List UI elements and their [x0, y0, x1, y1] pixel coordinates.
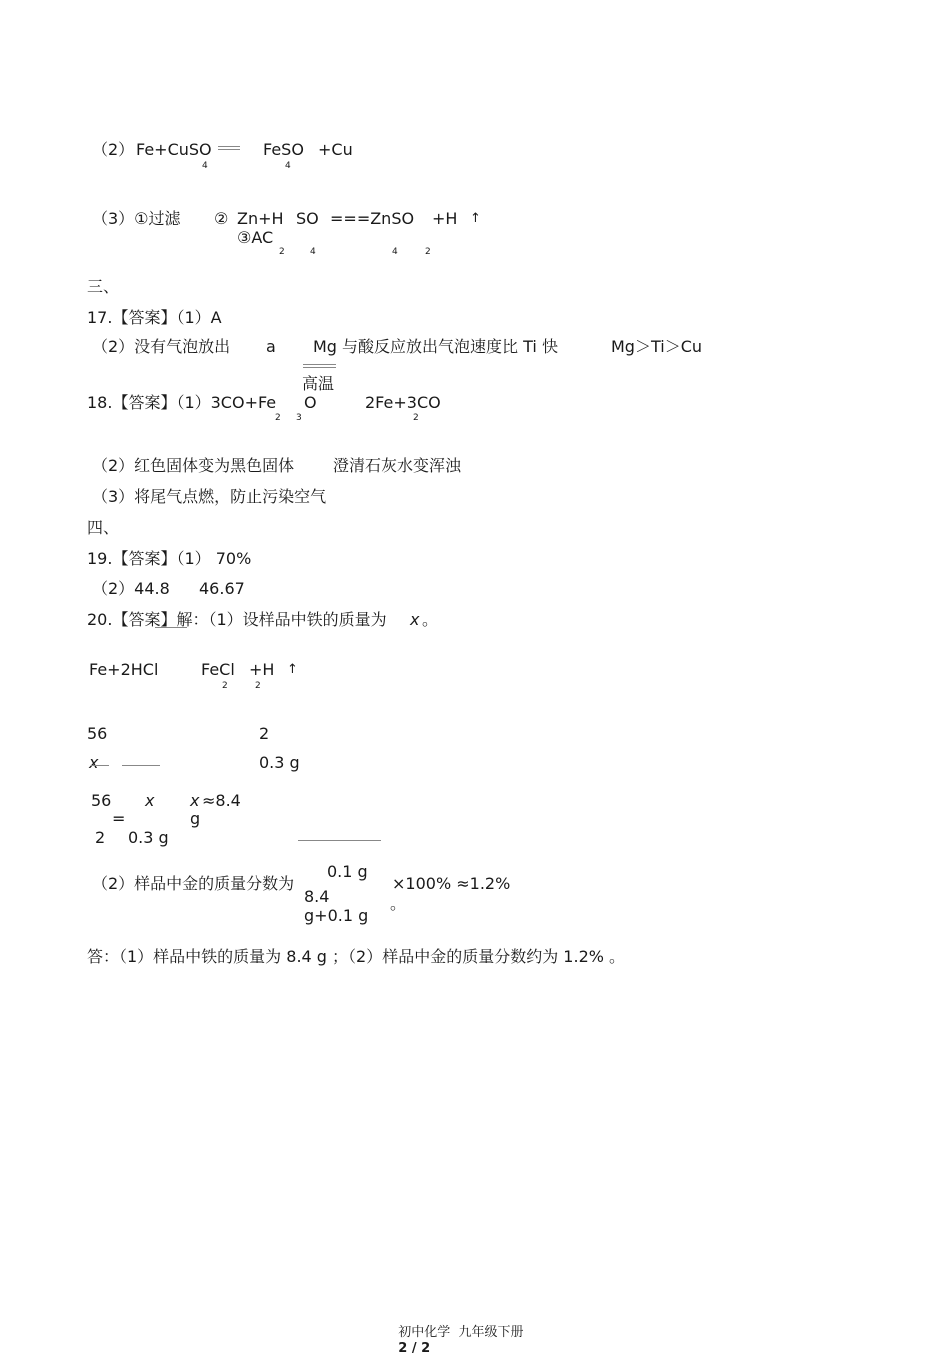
q18-fe-sub: 2	[275, 413, 281, 423]
item-2-product-tail: +Cu	[318, 140, 353, 159]
item-2-reactant-sub: 4	[202, 161, 208, 171]
q17-line2-c: Mg 与酸反应放出气泡速度比 Ti 快	[313, 337, 558, 356]
equals-sign	[218, 146, 240, 147]
q20-fraction-numerator: 0.1 g	[327, 862, 368, 881]
q17-line2-d: Mg＞Ti＞Cu	[611, 337, 703, 356]
q19-line1: 19.【答案】（1） 70%	[87, 549, 252, 568]
q20-mass-x: x	[89, 753, 99, 772]
equals-sign	[218, 149, 240, 150]
q19-line2-b: 46.67	[199, 579, 245, 598]
item-3-eq-b: SO	[296, 209, 319, 228]
q18-product: 2Fe+3CO	[365, 393, 441, 412]
q20-eq-right-sub: 2	[222, 681, 228, 691]
q18-o: O	[304, 393, 317, 412]
q18-product-sub: 2	[413, 413, 419, 423]
q17-line1: 17.【答案】（1）A	[87, 308, 222, 327]
q20-mass-h2: 0.3 g	[259, 753, 300, 772]
section-4-heading: 四、	[87, 518, 120, 537]
q18-lead: 18.【答案】（1）3CO+Fe	[87, 393, 277, 412]
q17-line2-a: （2）没有气泡放出	[92, 337, 231, 356]
item-3-eq-c: ===ZnSO	[330, 209, 415, 228]
item-3-eq-d: +H	[432, 209, 458, 228]
q20-eq-h: +H	[249, 660, 275, 679]
q20-intro-period: 。	[422, 610, 439, 629]
item-3-eq-b-sub: 4	[310, 247, 316, 257]
q20-eq-left: Fe+2HCl	[89, 660, 159, 679]
q20-molar-mass-fe: 56	[87, 724, 108, 743]
q20-result-unit: g	[190, 809, 201, 828]
q18-line3: （3）将尾气点燃，防止污染空气	[92, 487, 327, 506]
q18-line2-b: 澄清石灰水变浑浊	[333, 456, 462, 475]
item-3-eq-a-sub: 2	[279, 247, 285, 257]
item-2-product: FeSO	[263, 140, 304, 159]
q20-fraction-end: 。	[390, 894, 407, 913]
item-3-eq-d-sub: 2	[425, 247, 431, 257]
q20-proportion-x: x	[145, 791, 155, 810]
q20-intro-variable: x	[410, 610, 420, 629]
q20-proportion-56: 56	[91, 791, 112, 810]
q20-fraction-denominator-1: 8.4	[304, 887, 330, 906]
item-3-part3: ③AC	[237, 228, 274, 247]
q20-molar-mass-h2: 2	[259, 724, 270, 743]
item-3-label: （3）①过滤	[92, 209, 181, 228]
item-2-label: （2）	[92, 140, 135, 159]
q20-fraction-denominator-2: g+0.1 g	[304, 906, 369, 925]
q18-condition: 高温	[302, 374, 335, 393]
item-3-eq-number: ②	[214, 209, 229, 228]
q20-proportion-03: 0.3 g	[128, 828, 169, 847]
q20-part2-label: （2）样品中金的质量分数为	[92, 874, 295, 893]
q20-fraction-tail: ×100% ≈1.2%	[392, 874, 511, 893]
item-2-product-sub: 4	[285, 161, 291, 171]
q20-eq-right: FeCl	[201, 660, 235, 679]
q20-eq-h-sub: 2	[255, 681, 261, 691]
underline-rule	[155, 627, 187, 628]
gas-arrow-icon: ↑	[287, 662, 298, 677]
footer-page-number: 2 / 2	[398, 1341, 431, 1356]
item-3-eq-a: Zn+H	[237, 209, 284, 228]
section-3-heading: 三、	[87, 277, 120, 296]
gas-arrow-icon: ↑	[470, 211, 481, 226]
q18-line2-a: （2）红色固体变为黑色固体	[92, 456, 295, 475]
q19-line2-a: （2）44.8	[92, 579, 170, 598]
q20-answer: 答：（1）样品中铁的质量为 8.4 g ；（2）样品中金的质量分数约为 1.2% 。	[87, 947, 626, 966]
divider-rule	[91, 765, 109, 766]
q20-proportion-2: 2	[95, 828, 106, 847]
item-3-eq-c-sub: 4	[392, 247, 398, 257]
q17-line2-b: a	[266, 337, 276, 356]
q20-proportion-equals: =	[112, 809, 126, 828]
item-2-reactant: Fe+CuSO	[136, 140, 212, 159]
divider-rule	[122, 765, 160, 766]
q20-intro: 20.【答案】解：（1）设样品中铁的质量为	[87, 610, 387, 629]
footer-subject: 初中化学 九年级下册	[398, 1325, 524, 1340]
equals-sign	[303, 367, 336, 368]
q20-result-value: ≈8.4	[202, 791, 241, 810]
q20-result-x: x	[190, 791, 200, 810]
equals-sign	[303, 364, 336, 365]
q18-o-sub: 3	[296, 413, 302, 423]
footer	[390, 1309, 524, 1357]
divider-rule	[298, 840, 381, 841]
